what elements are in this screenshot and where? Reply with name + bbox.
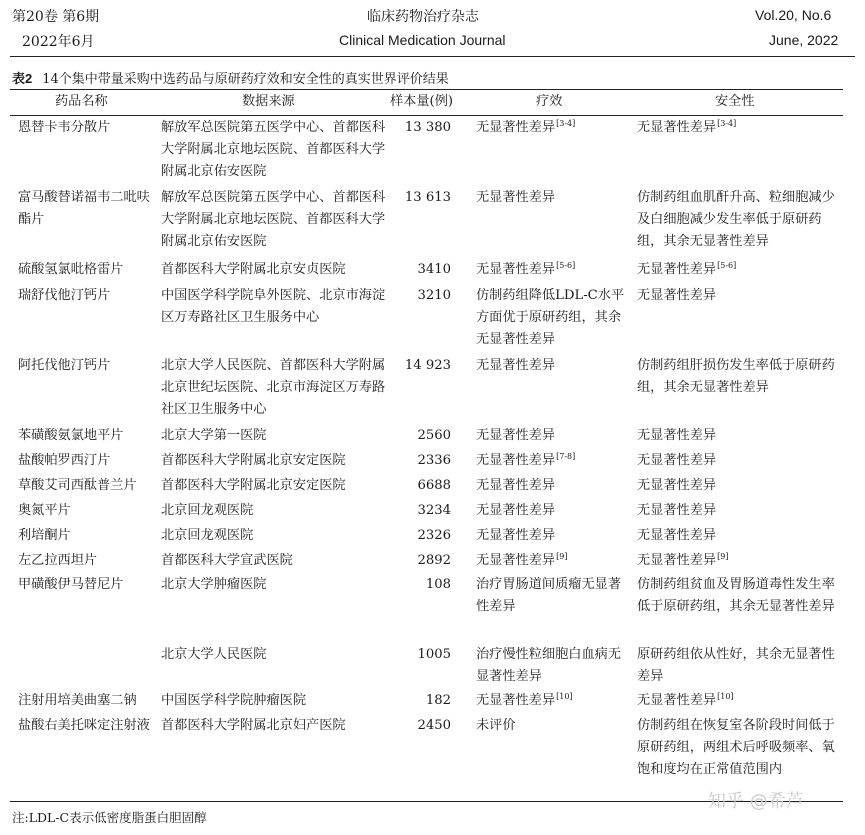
sample-size-cell: 2892 <box>417 553 451 568</box>
drug-name-cell: 奥氮平片 <box>18 503 71 518</box>
sample-size-cell: 3234 <box>417 503 451 518</box>
efficacy-cell: 无显著性差异[9] <box>476 551 568 568</box>
drug-name-cell: 富马酸替诺福韦二吡呋酯片 <box>18 190 150 227</box>
sample-size-cell: 1005 <box>417 647 451 662</box>
data-source-cell: 北京回龙观医院 <box>161 528 254 543</box>
safety-cell: 仿制药组血肌酐升高、粒细胞减少及白细胞减少发生率低于原研药组，其余无显著性差异 <box>637 190 835 249</box>
drug-name-cell: 注射用培美曲塞二钠 <box>18 693 137 708</box>
efficacy-cell: 无显著性差异[10] <box>476 691 573 708</box>
data-source-cell: 解放军总医院第五医学中心、首都医科大学附属北京地坛医院、首都医科大学附属北京佑安医院 <box>161 190 386 249</box>
efficacy-cell: 无显著性差异[3-4] <box>476 118 576 135</box>
reference-marker: [10] <box>717 691 734 701</box>
sample-size-cell: 2336 <box>417 453 451 468</box>
sample-size-cell: 182 <box>425 693 451 708</box>
safety-cell: 仿制药组贫血及胃肠道毒性发生率低于原研药组，其余无显著性差异 <box>637 577 835 614</box>
column-header-efficacy: 疗效 <box>536 94 563 109</box>
efficacy-cell: 无显著性差异[5-6] <box>476 260 576 277</box>
data-source-cell: 解放军总医院第五医学中心、首都医科大学附属北京地坛医院、首都医科大学附属北京佑安医院 <box>161 120 386 179</box>
drug-name-cell: 利培酮片 <box>18 528 71 543</box>
data-source-cell: 北京大学肿瘤医院 <box>161 577 267 592</box>
column-header-drug: 药品名称 <box>55 94 108 109</box>
sample-size-cell: 2326 <box>417 528 451 543</box>
sample-size-cell: 2560 <box>417 428 451 443</box>
safety-cell: 仿制药组在恢复室各阶段时间低于原研药组，两组术后呼吸频率、氧饱和度均在正常值范围内 <box>637 718 835 777</box>
reference-marker: [7-8] <box>556 451 576 461</box>
table-top-rule <box>10 89 843 90</box>
data-source-cell: 首都医科大学宣武医院 <box>161 553 293 568</box>
reference-marker: [3-4] <box>556 118 576 128</box>
efficacy-cell: 仿制药组降低LDL-C水平方面优于原研药组，其余无显著性差异 <box>476 288 625 347</box>
drug-name-cell: 盐酸帕罗西汀片 <box>18 453 111 468</box>
sample-size-cell: 13 613 <box>404 190 451 205</box>
safety-cell: 无显著性差异[9] <box>637 551 729 568</box>
journal-title-en: Clinical Medication Journal <box>339 32 506 48</box>
reference-marker: [5-6] <box>556 260 576 270</box>
table-label: 表2 <box>12 71 33 86</box>
drug-name-cell: 盐酸右美托咪定注射液 <box>18 718 150 733</box>
data-source-cell: 中国医学科学院肿瘤医院 <box>161 693 307 708</box>
safety-cell: 无显著性差异 <box>637 478 717 493</box>
issue-date-cn: 2022年6月 <box>22 34 95 50</box>
reference-marker: [9] <box>717 551 729 561</box>
drug-name-cell: 阿托伐他汀钙片 <box>18 358 111 373</box>
data-source-cell: 北京大学人民医院、首都医科大学附属北京世纪坛医院、北京市海淀区万寿路社区卫生服务中心 <box>161 358 386 417</box>
safety-cell: 无显著性差异 <box>637 428 717 443</box>
drug-name-cell: 硫酸氢氯吡格雷片 <box>18 262 124 277</box>
efficacy-cell: 无显著性差异 <box>476 503 556 518</box>
journal-title-cn: 临床药物治疗杂志 <box>367 9 479 25</box>
drug-name-cell: 甲磺酸伊马替尼片 <box>18 577 124 592</box>
data-source-cell: 首都医科大学附属北京妇产医院 <box>161 718 346 733</box>
safety-cell: 无显著性差异[5-6] <box>637 260 737 277</box>
data-source-cell: 北京大学人民医院 <box>161 647 267 662</box>
data-source-cell: 首都医科大学附属北京安贞医院 <box>161 262 346 277</box>
volume-issue-en: Vol.20, No.6 <box>755 7 832 23</box>
safety-cell: 无显著性差异 <box>637 503 717 518</box>
drug-name-cell: 草酸艾司西酞普兰片 <box>18 478 137 493</box>
efficacy-cell: 未评价 <box>476 718 516 733</box>
sample-size-cell: 6688 <box>417 478 451 493</box>
sample-size-cell: 108 <box>425 577 451 592</box>
safety-cell: 无显著性差异[3-4] <box>637 118 737 135</box>
efficacy-cell: 无显著性差异 <box>476 428 556 443</box>
column-header-safety: 安全性 <box>715 94 755 109</box>
sample-size-cell: 2450 <box>417 718 451 733</box>
sample-size-cell: 3410 <box>417 262 451 277</box>
safety-cell: 原研药组依从性好，其余无显著性差异 <box>637 647 835 684</box>
header-rule <box>10 115 843 116</box>
reference-marker: [5-6] <box>717 260 737 270</box>
efficacy-cell: 无显著性差异[7-8] <box>476 451 576 468</box>
safety-cell: 无显著性差异 <box>637 528 717 543</box>
reference-marker: [3-4] <box>717 118 737 128</box>
reference-marker: [9] <box>556 551 568 561</box>
efficacy-cell: 无显著性差异 <box>476 358 556 373</box>
safety-cell: 无显著性差异 <box>637 288 717 303</box>
efficacy-cell: 无显著性差异 <box>476 190 556 205</box>
safety-cell: 仿制药组肝损伤发生率低于原研药组，其余无显著性差异 <box>637 358 835 395</box>
drug-name-cell: 苯磺酸氨氯地平片 <box>18 428 124 443</box>
efficacy-cell: 治疗胃肠道间质瘤无显著性差异 <box>476 577 622 614</box>
sample-size-cell: 3210 <box>417 288 451 303</box>
sample-size-cell: 14 923 <box>404 358 451 373</box>
efficacy-cell: 无显著性差异 <box>476 478 556 493</box>
efficacy-cell: 无显著性差异 <box>476 528 556 543</box>
table-title: 14个集中带量采购中选药品与原研药疗效和安全性的真实世界评价结果 <box>42 72 449 87</box>
column-header-sample-size: 样本量(例) <box>390 94 454 109</box>
table-caption <box>12 68 449 87</box>
data-source-cell: 中国医学科学院阜外医院、北京市海淀区万寿路社区卫生服务中心 <box>161 288 386 325</box>
drug-name-cell: 瑞舒伐他汀钙片 <box>18 288 111 303</box>
data-source-cell: 首都医科大学附属北京安定医院 <box>161 453 346 468</box>
drug-name-cell: 恩替卡韦分散片 <box>18 120 111 135</box>
header-divider <box>10 56 855 57</box>
reference-marker: [10] <box>556 691 573 701</box>
safety-cell: 无显著性差异 <box>637 453 717 468</box>
volume-issue: 第20卷 第6期 <box>12 9 100 25</box>
data-source-cell: 北京大学第一医院 <box>161 428 267 443</box>
data-source-cell: 北京回龙观医院 <box>161 503 254 518</box>
efficacy-cell: 治疗慢性粒细胞白血病无显著性差异 <box>476 647 622 684</box>
sample-size-cell: 13 380 <box>404 120 451 135</box>
column-header-source: 数据来源 <box>242 94 295 109</box>
drug-name-cell: 左乙拉西坦片 <box>18 553 98 568</box>
data-source-cell: 首都医科大学附属北京安定医院 <box>161 478 346 493</box>
table-footnote: 注:LDL-C表示低密度脂蛋白胆固醇 <box>12 810 207 825</box>
issue-date-en: June, 2022 <box>769 32 839 48</box>
safety-cell: 无显著性差异[10] <box>637 691 734 708</box>
watermark: 知乎 @希芦 <box>708 791 804 812</box>
